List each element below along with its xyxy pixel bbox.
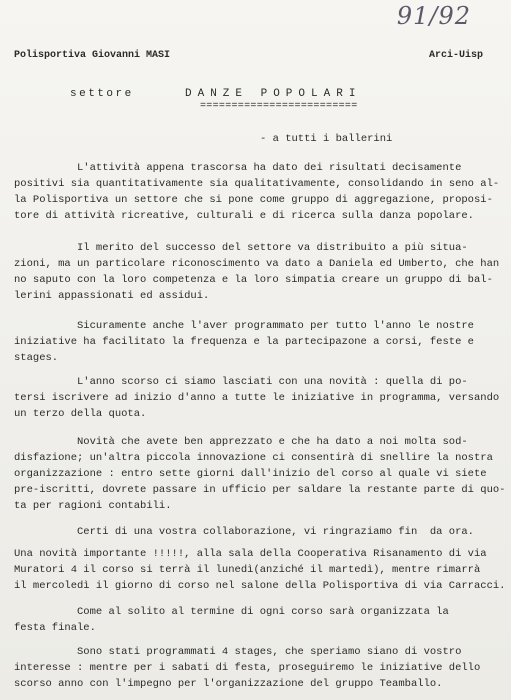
- org-name-left: Polisportiva Giovanni MASI: [14, 50, 171, 61]
- paragraph-4: L'anno scorso ci siamo lasciati con una novità : quella di po- tersi iscrivere ad inizio d'anno a tutte le iniziative in programma, versando un terzo della quota.: [14, 376, 500, 420]
- paragraph-2: Il merito del successo del settore va distribuito a più situa- zioni, ma un particolare riconoscimento va dato a Daniela ed Umberto, che han no saputo con la loro competenza e la loro simpatia creare un gruppo di bal- lerini appassionati ed assidui.: [14, 242, 500, 302]
- paragraph-3: Sicuramente anche l'aver programmato per tutto l'anno le nostre iniziative ha facilitato la frequenza e la partecipazone a corsi, feste e stages.: [14, 320, 474, 364]
- paragraph-6: Certi di una vostra collaborazione, vi ringraziamo fin da ora.: [14, 526, 474, 538]
- paragraph-5: Novità che avete ben apprezzato e che ha dato a noi molta sod- disfazione; un'altra piccola innovazione ci consentirà di snellire la nostra organizzazione : entro sette giorni dall'inizio del corso al quale vi siete pre-iscritti, dovrete passare in ufficio per saldare la restante parte di quo- ta per ragioni contabili.: [14, 436, 506, 512]
- sector-title: DANZE POPOLARI: [185, 88, 362, 100]
- paragraph-8: Come al solito al termine di ogni corso sarà organizzata la festa finale.: [14, 606, 449, 634]
- recipient-line: - a tutti i ballerini: [260, 133, 393, 145]
- org-name-right: Arci-Uisp: [428, 50, 483, 61]
- paragraph-1: L'attività appena trascorsa ha dato dei risultati decisamente positivi sia quantitativamente sia qualitativamente, consolidando in seno al- la Polisportiva un settore che si pone come gruppo di aggregazione, proposi- tore di attività ricreative, culturali e di ricerca sulla danza popolare.: [14, 162, 500, 222]
- title-underline: =========================: [200, 101, 358, 112]
- paragraph-9: Sono stati programmati 4 stages, che speriamo siano di vostro interesse : mentre per i sabati di festa, proseguiremo le iniziative dello scorso anno con l'impegno per l'organizzazione del gruppo Teamballo.: [14, 646, 481, 690]
- paragraph-7: Una novità importante !!!!!, alla sala della Cooperativa Risanamento di via Muratori 4 il corso si terrà il lunedì(anziché il martedì), mentre rimarrà il mercoledì il giorno di corso nel salone della Polisportiva di via Carracci.: [14, 548, 506, 592]
- sector-label: settore: [70, 88, 134, 100]
- handwritten-note: 91/92: [396, 2, 471, 30]
